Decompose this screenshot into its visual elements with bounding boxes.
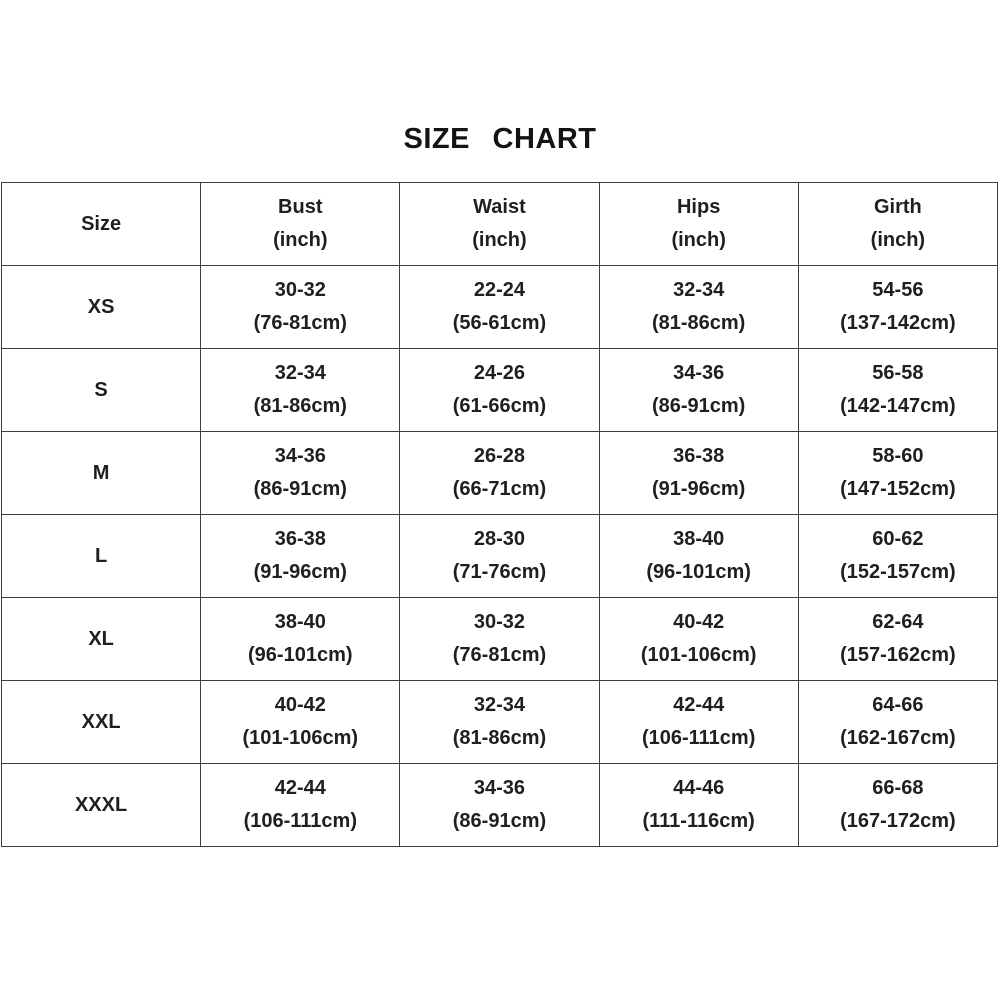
cm-value: (81-86cm) <box>651 312 746 334</box>
size-cell <box>2 432 201 515</box>
cm-value: (157-162cm) <box>840 644 956 666</box>
bust-cell <box>201 515 400 598</box>
cm-value: (106-111cm) <box>243 810 357 832</box>
inch-value: 34-36 <box>473 777 526 799</box>
page-title: SIZE CHART <box>403 123 597 155</box>
cm-value: (106-111cm) <box>641 727 756 749</box>
waist-cell <box>400 432 599 515</box>
bust-cell <box>201 681 400 764</box>
cm-value: (81-86cm) <box>253 395 347 417</box>
cm-value: (81-86cm) <box>452 727 547 749</box>
size-cell <box>2 349 201 432</box>
inch-value: 38-40 <box>274 611 326 633</box>
bust-cell <box>201 598 400 681</box>
size-chart-table <box>1 182 998 847</box>
inch-value: 58-60 <box>872 445 924 467</box>
cm-value: (101-106cm) <box>640 644 757 666</box>
col-header-girth <box>798 183 997 266</box>
cm-value: (152-157cm) <box>840 561 956 583</box>
col-header-unit: (inch) <box>273 229 328 251</box>
inch-value: 22-24 <box>473 279 526 301</box>
inch-value: 32-34 <box>473 694 526 716</box>
table-row-s <box>2 349 998 432</box>
col-header-label: Girth <box>873 196 922 218</box>
inch-value: 42-44 <box>274 777 326 799</box>
col-header-label: Hips <box>676 196 721 218</box>
size-value: XL <box>88 627 114 650</box>
girth-cell <box>798 266 997 349</box>
inch-value: 34-36 <box>673 362 725 384</box>
inch-value: 36-38 <box>673 445 725 467</box>
hips-cell <box>599 515 798 598</box>
inch-value: 56-58 <box>872 362 924 384</box>
inch-value: 28-30 <box>473 528 526 550</box>
cm-value: (86-91cm) <box>651 395 746 417</box>
inch-value: 30-32 <box>473 611 526 633</box>
size-value: S <box>94 378 108 401</box>
hips-cell <box>599 266 798 349</box>
inch-value: 40-42 <box>673 611 725 633</box>
cm-value: (167-172cm) <box>840 810 956 832</box>
cm-value: (111-116cm) <box>642 810 755 832</box>
header-row <box>2 183 998 266</box>
inch-value: 32-34 <box>673 279 725 301</box>
inch-value: 44-46 <box>673 777 725 799</box>
size-value: L <box>94 544 108 567</box>
col-header-size <box>2 183 201 266</box>
inch-value: 66-68 <box>872 777 924 799</box>
table-row-m <box>2 432 998 515</box>
inch-value: 54-56 <box>872 279 924 301</box>
cm-value: (86-91cm) <box>253 478 347 500</box>
inch-value: 42-44 <box>673 694 725 716</box>
size-cell <box>2 266 201 349</box>
col-header-label: Bust <box>278 196 323 218</box>
cm-value: (142-147cm) <box>840 395 956 417</box>
col-header-unit: (inch) <box>472 229 527 251</box>
girth-cell <box>798 598 997 681</box>
inch-value: 60-62 <box>872 528 924 550</box>
cm-value: (137-142cm) <box>840 312 956 334</box>
col-header-unit: (inch) <box>870 229 926 251</box>
size-cell <box>2 515 201 598</box>
cm-value: (76-81cm) <box>253 312 347 334</box>
hips-cell <box>599 349 798 432</box>
waist-cell <box>400 266 599 349</box>
size-cell <box>2 598 201 681</box>
inch-value: 40-42 <box>274 694 326 716</box>
cm-value: (96-101cm) <box>248 644 353 666</box>
hips-cell <box>599 598 798 681</box>
inch-value: 36-38 <box>274 528 326 550</box>
bust-cell <box>201 764 400 847</box>
inch-value: 24-26 <box>473 362 526 384</box>
col-header-unit: (inch) <box>671 229 726 251</box>
inch-value: 26-28 <box>473 445 526 467</box>
inch-value: 38-40 <box>673 528 725 550</box>
cm-value: (96-101cm) <box>646 561 751 583</box>
size-cell <box>2 681 201 764</box>
inch-value: 32-34 <box>274 362 326 384</box>
inch-value: 64-66 <box>872 694 924 716</box>
size-value: XS <box>87 295 115 318</box>
hips-cell <box>599 764 798 847</box>
girth-cell <box>798 432 997 515</box>
size-value: M <box>92 461 110 484</box>
table-row-xl <box>2 598 998 681</box>
cm-value: (91-96cm) <box>253 561 347 583</box>
inch-value: 30-32 <box>274 279 326 301</box>
girth-cell <box>798 681 997 764</box>
waist-cell <box>400 764 599 847</box>
waist-cell <box>400 515 599 598</box>
cm-value: (56-61cm) <box>452 312 547 334</box>
cm-value: (76-81cm) <box>452 644 547 666</box>
size-value: XXL <box>81 710 121 733</box>
inch-value: 34-36 <box>274 445 326 467</box>
waist-cell <box>400 598 599 681</box>
hips-cell <box>599 432 798 515</box>
col-header-label: Size <box>81 212 122 235</box>
cm-value: (162-167cm) <box>840 727 956 749</box>
table-row-xs <box>2 266 998 349</box>
cm-value: (86-91cm) <box>452 810 547 832</box>
col-header-bust <box>201 183 400 266</box>
girth-cell <box>798 349 997 432</box>
cm-value: (147-152cm) <box>840 478 956 500</box>
size-value: XXXL <box>74 793 128 816</box>
cm-value: (101-106cm) <box>242 727 359 749</box>
waist-cell <box>400 681 599 764</box>
col-header-hips <box>599 183 798 266</box>
girth-cell <box>798 764 997 847</box>
bust-cell <box>201 266 400 349</box>
inch-value: 62-64 <box>872 611 924 633</box>
cm-value: (91-96cm) <box>651 478 746 500</box>
hips-cell <box>599 681 798 764</box>
bust-cell <box>201 432 400 515</box>
col-header-label: Waist <box>473 196 526 218</box>
table-row-xxxl <box>2 764 998 847</box>
col-header-waist <box>400 183 599 266</box>
girth-cell <box>798 515 997 598</box>
size-cell <box>2 764 201 847</box>
waist-cell <box>400 349 599 432</box>
cm-value: (61-66cm) <box>452 395 547 417</box>
table-row-l <box>2 515 998 598</box>
cm-value: (71-76cm) <box>452 561 547 583</box>
bust-cell <box>201 349 400 432</box>
cm-value: (66-71cm) <box>452 478 547 500</box>
table-row-xxl <box>2 681 998 764</box>
